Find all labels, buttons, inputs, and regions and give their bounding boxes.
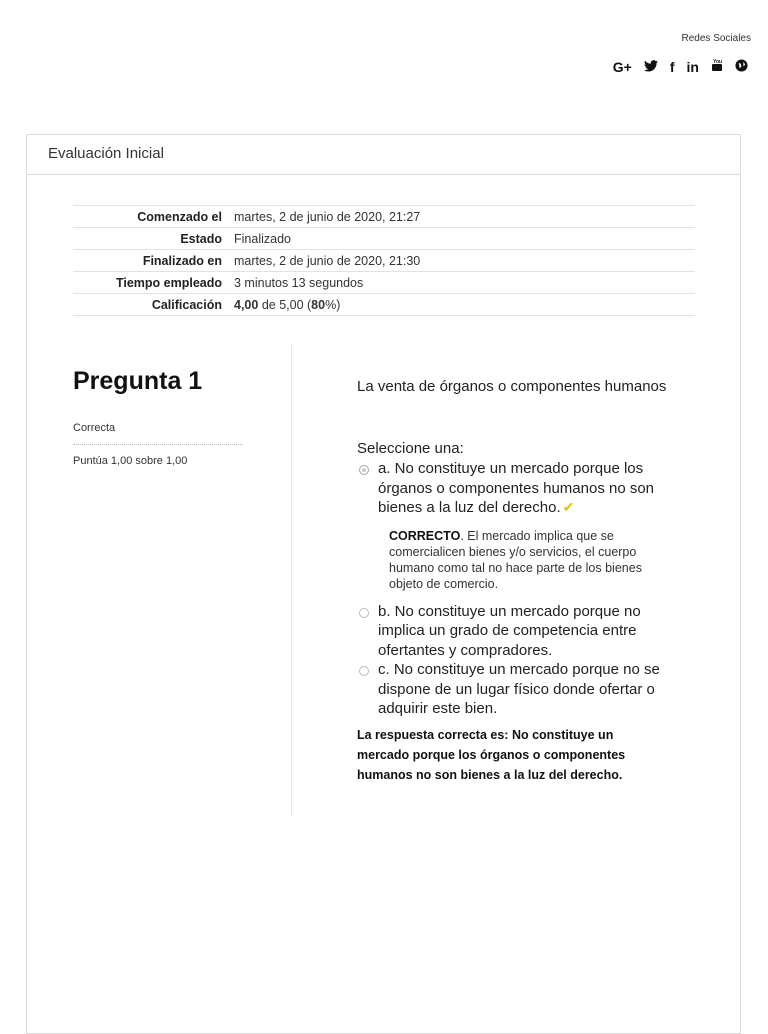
- answer-label: a. No constituye un mercado porque los órganos o componentes humanos no son bienes a la luz del derecho.: [378, 460, 655, 516]
- youtube-icon[interactable]: [711, 58, 723, 75]
- facebook-icon[interactable]: f: [669, 58, 675, 75]
- summary-label: Estado: [73, 228, 226, 250]
- twitter-icon[interactable]: [644, 59, 658, 75]
- radio-button[interactable]: [359, 666, 369, 676]
- answer-prompt: Seleccione una:: [357, 440, 464, 457]
- attempt-summary-table: [73, 205, 695, 316]
- svg-text:You: You: [713, 59, 723, 65]
- question-text: La venta de órganos o componentes humanos: [357, 378, 667, 395]
- summary-row: [73, 206, 695, 228]
- question-info: [73, 367, 243, 467]
- grade-percent: 80: [311, 297, 326, 312]
- answer-label: c. No constituye un mercado porque no se dispone de un lugar físico donde ofertar o adquirir este bien.: [378, 661, 660, 717]
- summary-value: Finalizado: [226, 228, 695, 250]
- check-icon: ✔: [562, 499, 575, 515]
- summary-value: martes, 2 de junio de 2020, 21:27: [226, 206, 695, 228]
- feedback-heading: CORRECTO: [389, 528, 461, 543]
- grade-of: de 5,00 (: [258, 297, 312, 312]
- grade-score: 4,00: [234, 297, 259, 312]
- grade-value: [226, 294, 695, 316]
- radio-button[interactable]: [359, 608, 369, 618]
- radio-button[interactable]: [359, 465, 369, 475]
- summary-value: martes, 2 de junio de 2020, 21:30: [226, 250, 695, 272]
- summary-label: Calificación: [73, 294, 226, 316]
- correct-answer-text: La respuesta correcta es: No constituye un mercado porque los órganos o componentes humanos no son bienes a la luz del derecho.: [357, 727, 626, 782]
- answer-label: b. No constituye un mercado porque no implica un grado de competencia entre ofertantes y compradores.: [378, 602, 641, 659]
- summary-label: Comenzado el: [73, 206, 226, 228]
- globe-icon[interactable]: [735, 59, 748, 75]
- question-content: [357, 377, 667, 785]
- answer-option-c[interactable]: [357, 660, 667, 719]
- summary-row: [73, 294, 695, 316]
- divider: [291, 345, 292, 817]
- feedback-text: . El mercado implica que se comercialicen bienes y/o servicios, el cuerpo humano como tal no hace parte de los bienes objeto de comercio.: [389, 528, 642, 591]
- google-plus-icon[interactable]: G+: [612, 58, 632, 75]
- answer-feedback: [389, 528, 667, 592]
- question-grade: Puntúa 1,00 sobre 1,00: [73, 455, 188, 467]
- summary-label: Tiempo empleado: [73, 272, 226, 294]
- grade-percent-suffix: %): [325, 297, 341, 312]
- answer-option-a[interactable]: [357, 459, 667, 518]
- summary-row: [73, 250, 695, 272]
- quiz-review-card: [26, 134, 741, 1034]
- summary-row: [73, 228, 695, 250]
- question-title: Pregunta 1: [73, 367, 203, 395]
- linkedin-icon[interactable]: in: [686, 58, 699, 75]
- summary-label: Finalizado en: [73, 250, 226, 272]
- card-title: Evaluación Inicial: [27, 135, 740, 175]
- social-label: Redes Sociales: [681, 33, 751, 44]
- question-state: Correcta: [73, 422, 243, 445]
- summary-value: 3 minutos 13 segundos: [226, 272, 695, 294]
- social-icons: [613, 58, 748, 75]
- summary-row: [73, 272, 695, 294]
- answer-option-b[interactable]: [357, 602, 667, 661]
